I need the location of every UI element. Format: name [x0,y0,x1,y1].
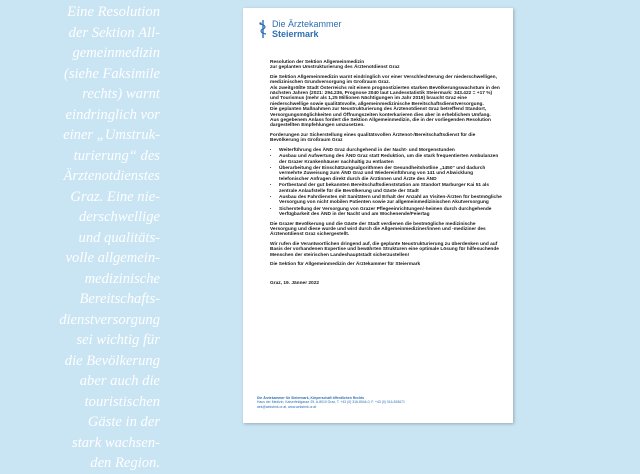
letter-footer [257,396,497,409]
demand-item: • Weiterführung des ÄND Graz durchgehend in der Nacht- und Morgenstunden [279,148,502,153]
logo-region: Steiermark [272,29,319,39]
closing-paragraph: Wir rufen die Verantwortlichen dringend auf, die geplante Neustrukturierung zu überdenken und auf Basis der vorhandenen Expertise und bewährten Strukturen eine optimale Lösung für hilfesuchende Menschen der steirischen Landeshauptstadt sicherzustellen! [270,241,499,258]
caption-line: Eine Resolution [67,4,160,20]
caption-line: dienstversorgung [59,311,160,328]
caption-text [10,2,160,474]
intro-paragraph: Als zweitgrößte Stadt Österreichs mit einem prognostizierten starken Bevölkerungswachstum in den nächsten Jahren (2021: 294.236, Prognose 2040 laut Landesstatistik Steiermark: 343.422 = +17 %) und Tourismus (mehr als 1,25 Millionen Nächtigungen im Jahr 2019) braucht Graz eine niederschwellige sowie qualitätsvolle, allgemeinmedizinische Bereitschaftsdienstversorgung. [270,85,500,107]
signature: Die Sektion für Allgemeinmedizin der Ärztekammer für Steiermark [270,262,421,267]
caption-line: den Region. [90,455,160,471]
resolution-subtitle: zur geplanten Umstrukturierung des Ärztenotdienst Graz [270,65,400,71]
caption-line: Graz. Eine nie- [70,188,160,205]
demand-item: • Ausbau des Fahrdienstes mit Sanitätern und Erhalt der Anzahl an Visiten-Ärzten für bestmögliche Versorgung von nicht mobilen Patienten sowie zur allgemeinmedizinischen Akutversorgung [279,195,502,206]
closing-paragraph: Die Grazer Bevölkerung und die Gäste der Stadt verdienen die bestmögliche medizinische Versorgung und diese wurde und wird durch die Allgemeinmediziner/innen und -mediziner des Ärztenotdienst Graz sichergestellt. [270,221,486,238]
caption-line: Bereitschafts- [79,291,160,307]
caption-line: aber auch die [79,373,160,389]
demands-list [270,148,502,218]
caption-line: stark wachsen- [72,434,160,451]
resolution-title: Resolution der Sektion Allgemeinmedizin [270,60,365,65]
caption-line: (siehe Faksimile [63,65,160,82]
date-line: Graz, 19. Jänner 2022 [270,281,320,287]
demand-item: • Überarbeitung der Einschätzungsalgorithmen der Gesundheitshotline „1450“ und dadurch vermehrte Zuweisung zum ÄND Graz und Wiedereinführung von 141 und Abwicklung telefonischer Anfragen direkt durch die Ärztinnen und Ärzte des ÄND [279,166,502,182]
intro-paragraph: Die Sektion Allgemeinmedizin warnt eindringlich vor einer Verschlechterung der niederschwelligen, medizinischen Grundversorgung im Großraum Graz. [270,74,497,86]
caption-line: Ärztenotdienstes [63,168,160,184]
caption-line: einer „Umstruk- [63,127,160,143]
caption-line: sei wichtig für [76,332,160,348]
caption-line: gemeinmedizin [72,45,160,61]
caption-line: eindringlich vor [65,106,160,123]
caption-line: rechts) warnt [82,86,160,102]
footer-line: aek@aekstmk.or.at, www.aekstmk.or.at [257,404,317,409]
demand-item: • Sicherstellung der Versorgung von Grazer Pflegeeinrichtungen/-heimen durch durchgehende Verfügbarkeit des ÄND in der Nacht und am Wochenende/Feiertag [279,207,502,218]
caption-line: und qualitäts- [78,229,160,246]
intro-paragraph: Die geplanten Maßnahmen zur Neustrukturierung des Ärztenotdienst Graz betreffend Standort, Versorgungsmöglichkeiten und Öffnungszeiten konterkarieren dies aber in erheblichem Umfang. [270,107,491,118]
caption-line: turierung“ des [73,147,160,164]
caption-line: derschwellige [78,209,160,225]
demands-heading: Forderungen zur Sicherstellung eines qualitätsvollen Ärztenot-/Bereitschaftsdienst für die Bevölkerung im Großraum Graz [270,132,476,144]
caption-line: die Bevölkerung [64,352,160,369]
caption-line: medizinische [84,270,160,287]
footer-line: Die Ärztekammer für Steiermark, Körperschaft öffentlichen Rechts [257,396,365,400]
demand-item: • Fortbestand der gut bekannten Bereitschaftsdienststation am Standort Marburger Kai 51 als zentrale Anlaufstelle für die Bevölkerung und Gäste der Stadt [279,183,502,194]
caption-line: Gäste in der [87,414,160,430]
caption-line: der Sektion All- [68,24,160,41]
aesculapian-staff-icon [258,19,268,39]
document-facsimile [243,8,513,423]
logo-name: Die Ärztekammer [272,19,342,29]
caption-line: volle allgemein- [65,250,160,266]
caption-line: touristischen [84,393,160,410]
intro-paragraph: Aus gegebenem Anlass fordert die Sektion Allgemeinmedizin, die in der vorliegenden Resolution dargestellten Empfehlungen umzusetzen. [270,118,491,129]
demand-item: • Ausbau und Aufwertung des ÄND Graz statt Reduktion, um die stark frequentierten Ambulanzen der Grazer Krankenhäuser nachhaltig zu entlasten [279,154,502,165]
letter-body [270,60,502,291]
footer-line: Haus der Medizin, Kaiserfeldgasse 29, A-8010 Graz, T. +43 (0) 316-8044-0, F. +43 (0) 316-815671 [257,400,405,405]
